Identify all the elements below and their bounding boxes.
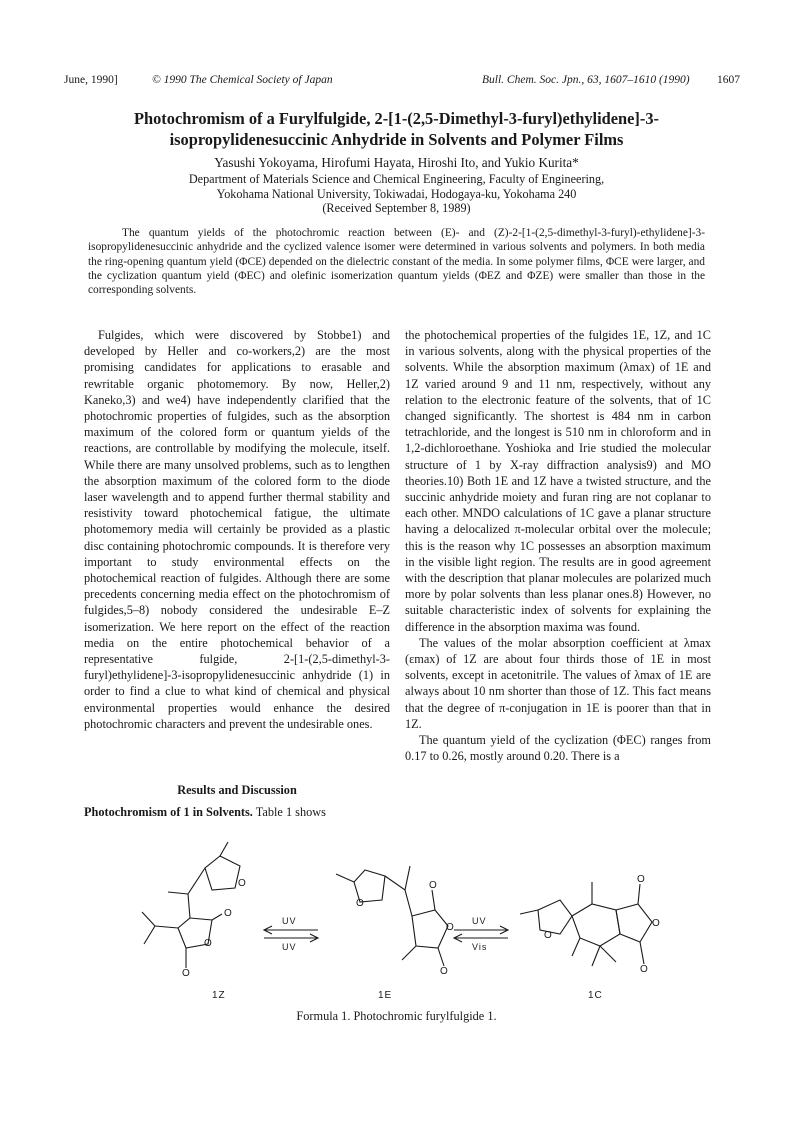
- page-number: 1607: [717, 74, 740, 86]
- section-heading: Results and Discussion: [177, 783, 297, 797]
- compound-label: 1C: [588, 990, 603, 1001]
- received-date: (Received September 8, 1989): [322, 201, 471, 216]
- oxygen-label: O: [446, 922, 455, 933]
- oxygen-label: O: [440, 966, 449, 977]
- oxygen-label: O: [429, 880, 438, 891]
- abstract: The quantum yields of the photochromic reaction between (E)- and (Z)-2-[1-(2,5-dimethyl-3-furyl)-ethylidene]-3-isopropylidenesuccinic anhydride and the cyclized valence isomer were determined in various solvents and polymers. In both media the ring-opening quantum yield (ΦCE) depended on the dielectric constant of the media. In some polymer films, ΦCE were larger, and the cyclization quantum yield (ΦEC) and olefinic isomerization quantum yields (ΦEZ and ΦZE) were smaller than those in the corresponding solvents.: [88, 227, 705, 297]
- oxygen-label: O: [652, 918, 661, 929]
- oxygen-label: O: [224, 908, 233, 919]
- body-column-right: [405, 327, 711, 764]
- subsection-heading: Photochromism of 1 in Solvents.: [84, 805, 253, 819]
- arrow-label-uv: UV: [282, 916, 297, 926]
- oxygen-label: O: [640, 964, 649, 975]
- structure-1z: [142, 842, 240, 968]
- structure-1c: [520, 882, 652, 966]
- body-paragraph: The values of the molar absorption coefficient at λmax (εmax) of 1Z are about four thirds those of 1E in most solvents, except in acetonitrile. The values of λmax of 1E are always about 10 nm shorter than those of 1Z. This fact means that the degree of π-conjugation in 1E is poorer than that in 1Z.: [405, 635, 711, 731]
- scheme-drawing: [60, 838, 740, 998]
- oxygen-label: O: [544, 930, 553, 941]
- equilibrium-arrows-1: [264, 926, 318, 942]
- oxygen-label: O: [204, 938, 213, 949]
- compound-label: 1Z: [212, 990, 226, 1001]
- issue-date: June, 1990]: [64, 74, 118, 86]
- equilibrium-arrows-2: [454, 926, 508, 942]
- body-paragraph: Fulgides, which were discovered by Stobbe1) and developed by Heller and co-workers,2) are the most promising candidates for applications to erasable and rewritable organic photomemory. By now, Heller,2) Kaneko,3) and we4) have independently clarified that the photochromic properties of fulgides, such as the absorption maximum of the colored form or quantum yields of the reactions, are controllable by modifying the molecule, itself. While there are many unsolved problems, such as to lengthen the absorption maximum of the colored form to the diode laser wavelength and to append further thermal stability and resistivity toward photochemical fatigue, the ultimate photomemory media will certainly be provided as a plastic disc containing photochromic compounds. It is therefore very important to study environmental effects on the photochemical reaction of fulgides. Although there are some precedents concerning media effect on the photochromism of fulgides,5–8) nobody considered the undesirable E–Z isomerization. We here report on the effect of the reaction media on the entire photochemical behavior of a representative fulgide, 2-[1-(2,5-dimethyl-3-furyl)ethylidene]-3-isopropylidenesuccinic anhydride (1) in order to find a clue to what kind of chemical and physical environmental properties would enhance the desired photochromic characters and prevent the undesirable ones.: [84, 328, 390, 731]
- oxygen-label: O: [182, 968, 191, 979]
- copyright-notice: © 1990 The Chemical Society of Japan: [152, 74, 333, 86]
- arrow-label-vis: Vis: [472, 942, 488, 952]
- subsection-text: Table 1 shows: [255, 805, 326, 819]
- figure-caption: Formula 1. Photochromic furylfulgide 1.: [296, 1009, 497, 1023]
- author-list: Yasushi Yokoyama, Hirofumi Hayata, Hiroshi Ito, and Yukio Kurita*: [214, 155, 579, 170]
- body-paragraph: the photochemical properties of the fulgides 1E, 1Z, and 1C in various solvents, along with the physical properties of the solvents. While the absorption maximum (λmax) of 1E and 1Z varied around 9 and 11 nm, respectively, without any relation to the electronic feature of the solvents, that of 1C changed significantly. The shortest is 484 nm in carbon tetrachloride, and the longest is 510 nm in chloroform and in 1,2-dichloroethane. Yoshioka and Irie studied the molecular structure of 1 by X-ray diffraction analysis9) and MO theories.10) Both 1E and 1Z have a twisted structure, and the succinic anhydride moiety and furan ring are not coplanar to each other. MNDO calculations of 1C gave a planar structure having a delocalized π-molecular orbital over the molecule; this is the reason why 1C possesses an absorption maximum in the visible light region. The results are in good agreement with the description that planar molecules are polarized much more by polar solvents than less planar ones.8) However, no suitable characteristic index of solvents for explaining the difference in the absorption maxima was found.: [405, 328, 711, 634]
- oxygen-label: O: [637, 874, 646, 885]
- compound-label: 1E: [378, 990, 393, 1001]
- reaction-scheme: [60, 838, 740, 1038]
- arrow-label-uv: UV: [282, 942, 297, 952]
- arrow-label-uv: UV: [472, 916, 487, 926]
- oxygen-label: O: [356, 898, 365, 909]
- body-column-left: [84, 327, 390, 732]
- body-paragraph: The quantum yield of the cyclization (ΦEC) ranges from 0.17 to 0.26, mostly around 0.20. There is a: [405, 733, 711, 764]
- oxygen-label: O: [238, 878, 247, 889]
- journal-citation: Bull. Chem. Soc. Jpn., 63, 1607–1610 (1990): [482, 74, 690, 86]
- subsection-line: [84, 804, 390, 820]
- affiliation-line: Yokohama National University, Tokiwadai, Hodogaya-ku, Yokohama 240: [216, 186, 577, 201]
- running-head: [64, 74, 740, 90]
- affiliation: [120, 172, 673, 216]
- article-title: Photochromism of a Furylfulgide, 2-[1-(2,5-Dimethyl-3-furyl)ethylidene]-3-isopropylidenesuccinic Anhydride in Solvents and Polymer Films: [133, 109, 660, 149]
- affiliation-line: Department of Materials Science and Chemical Engineering, Faculty of Engineering,: [188, 172, 605, 186]
